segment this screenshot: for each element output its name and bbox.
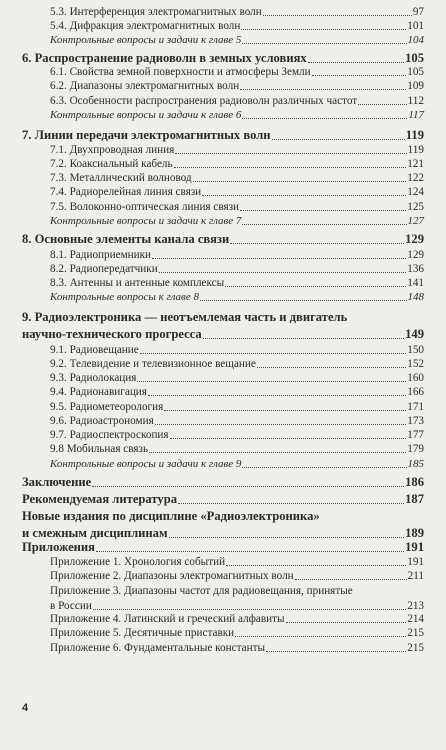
toc-entry-title: 8. Основные элементы канала связи	[22, 232, 230, 246]
toc-entry-title: Контрольные вопросы и задачи к главе 6	[50, 109, 242, 121]
dot-leader	[92, 486, 404, 487]
dot-leader	[149, 452, 406, 453]
toc-entry-title: Приложение 4. Латинский и греческий алфавиты	[50, 613, 285, 625]
toc-entry-title: Контрольные вопросы и задачи к главе 5	[50, 34, 242, 46]
toc-entry-page: 173	[407, 415, 424, 427]
dot-leader	[170, 438, 407, 439]
toc-entry-title: Приложение 3. Диапазоны частот для радиовещания, принятые	[50, 585, 353, 597]
toc-entry-title: 9.5. Радиометеорология	[50, 401, 164, 413]
dot-leader	[178, 503, 404, 504]
toc-entry-title: 9.1. Радиовещание	[50, 344, 139, 356]
toc-entry-page: 160	[407, 372, 424, 384]
toc-entry-page: 187	[405, 492, 424, 506]
toc-entry-title: 9.8 Мобильная связь	[50, 443, 149, 455]
toc-entry-page: 191	[407, 556, 424, 568]
toc-entry-title: 7.5. Волоконно-оптическая линия связи	[50, 201, 240, 213]
toc-entry-page: 148	[407, 291, 424, 303]
toc-entry-page: 177	[407, 429, 424, 441]
toc-entry-title: 9.4. Радионавигация	[50, 386, 147, 398]
toc-entry-title: 5.4. Дифракция электромагнитных волн	[50, 20, 241, 32]
toc-entry-title: 9. Радиоэлектроника — неотъемлемая часть и двигатель	[22, 310, 348, 324]
dot-leader	[242, 467, 406, 468]
toc-entry-title: 7.3. Металлический волновод	[50, 172, 192, 184]
toc-entry-title: 6.2. Диапазоны электромагнитных волн	[50, 80, 240, 92]
toc-entry-page: 109	[407, 80, 424, 92]
toc-entry-title: 9.7. Радиоспектроскопия	[50, 429, 169, 441]
toc-entry-page: 191	[405, 540, 424, 554]
dot-leader	[96, 551, 404, 552]
dot-leader	[272, 139, 405, 140]
toc-entry-title: Приложение 1. Хронология событий	[50, 556, 226, 568]
toc-entry-title: 6.3. Особенности распространения радиоволн различных частот	[50, 95, 358, 107]
toc-entry-page: 214	[407, 613, 424, 625]
dot-leader	[225, 286, 406, 287]
toc-entry-page: 122	[407, 172, 424, 184]
dot-leader	[175, 153, 406, 154]
toc-entry-page: 124	[407, 186, 424, 198]
dot-leader	[242, 43, 406, 44]
toc-entry-title: Приложение 2. Диапазоны электромагнитных волн	[50, 570, 294, 582]
dot-leader	[202, 195, 406, 196]
dot-leader	[159, 272, 407, 273]
toc-entry-title: 5.3. Интерференция электромагнитных волн	[50, 6, 262, 18]
toc-entry-page: 105	[407, 66, 424, 78]
dot-leader	[263, 15, 412, 16]
toc-entry-page: 119	[407, 144, 424, 156]
dot-leader	[169, 537, 405, 538]
toc-entry-page: 129	[407, 249, 424, 261]
toc-entry-title: 7.4. Радиорелейная линия связи	[50, 186, 202, 198]
toc-entry-page: 112	[407, 95, 424, 107]
toc-entry-title: Рекомендуемая литература	[22, 492, 177, 506]
dot-leader	[164, 410, 406, 411]
toc-entry-title: 9.2. Телевидение и телевизионное вещание	[50, 358, 256, 370]
toc-entry-page: 213	[407, 599, 424, 612]
toc-entry-page: 215	[407, 627, 424, 639]
toc-entry-title: в России	[50, 599, 92, 612]
toc-entry-page: 215	[407, 642, 424, 654]
dot-leader	[240, 89, 406, 90]
dot-leader	[242, 224, 406, 225]
toc-entry-title: Новые издания по дисциплине «Радиоэлектроника»	[22, 509, 320, 523]
dot-leader	[312, 75, 407, 76]
toc-entry-title: 7.2. Коаксиальный кабель	[50, 158, 173, 170]
toc-entry-title: Контрольные вопросы и задачи к главе 7	[50, 215, 242, 227]
toc-entry-title: научно-технического прогресса	[22, 327, 202, 341]
toc-entry-title: Приложение 5. Десятичные приставки	[50, 627, 235, 639]
toc-entry-page: 121	[407, 158, 424, 170]
toc-entry-title: Заключение	[22, 475, 92, 489]
dot-leader	[174, 167, 407, 168]
dot-leader	[155, 424, 406, 425]
dot-leader	[193, 181, 407, 182]
dot-leader	[242, 118, 407, 119]
dot-leader	[241, 29, 406, 30]
dot-leader	[226, 565, 406, 566]
toc-entry-page: 189	[405, 526, 424, 540]
toc-entry-title: 9.6. Радиоастрономия	[50, 415, 154, 427]
dot-leader	[358, 104, 406, 105]
toc-entry-page: 185	[407, 458, 424, 470]
toc-entry-page: 186	[405, 475, 424, 489]
dot-leader	[230, 243, 404, 244]
dot-leader	[257, 367, 406, 368]
toc-entry-title: 8.3. Антенны и антенные комплексы	[50, 277, 225, 289]
toc-entry-page: 211	[407, 570, 424, 582]
toc-entry-page: 129	[405, 232, 424, 246]
page-number: 4	[22, 702, 29, 714]
toc-entry-page: 171	[407, 401, 424, 413]
toc-entry-page: 141	[407, 277, 424, 289]
toc-entry-title: 7. Линии передачи электромагнитных волн	[22, 128, 271, 142]
toc-entry-title: 8.1. Радиоприемники	[50, 249, 152, 261]
toc-entry-page: 152	[407, 358, 424, 370]
toc-entry-title: 6. Распространение радиоволн в земных условиях	[22, 51, 307, 65]
toc-entry-page: 166	[407, 386, 424, 398]
toc-entry-title: Приложение 6. Фундаментальные константы	[50, 642, 265, 654]
dot-leader	[235, 636, 406, 637]
dot-leader	[140, 353, 406, 354]
dot-leader	[286, 622, 407, 623]
dot-leader	[200, 300, 407, 301]
toc-entry-page: 105	[405, 51, 424, 65]
dot-leader	[266, 651, 406, 652]
toc-entry-title: Приложения	[22, 540, 95, 554]
toc-entry-page: 101	[407, 20, 424, 32]
toc-entry-title: 9.3. Радиолокация	[50, 372, 137, 384]
dot-leader	[308, 62, 404, 63]
toc-entry-page: 117	[408, 109, 424, 121]
toc-entry-page: 149	[405, 327, 424, 341]
toc-entry-title: 6.1. Свойства земной поверхности и атмосферы Земли	[50, 66, 311, 78]
toc-entry-page: 136	[407, 263, 424, 275]
toc-entry-page: 150	[407, 344, 424, 356]
toc-entry-page: 119	[405, 128, 424, 142]
dot-leader	[152, 258, 406, 259]
toc-entry-page: 97	[412, 6, 424, 18]
toc-entry-title: и смежным дисциплинам	[22, 526, 168, 540]
dot-leader	[240, 210, 406, 211]
toc-entry-title: 8.2. Радиопередатчики	[50, 263, 158, 275]
dot-leader	[137, 381, 406, 382]
toc-entry-title: 7.1. Двухпроводная линия	[50, 144, 175, 156]
toc-entry-page: 127	[407, 215, 424, 227]
toc-entry-title: Контрольные вопросы к главе 8	[50, 291, 199, 303]
dot-leader	[295, 579, 407, 580]
dot-leader	[93, 609, 406, 610]
dot-leader	[148, 395, 406, 396]
toc-entry-title: Контрольные вопросы и задачи к главе 9	[50, 458, 242, 470]
toc-entry-page: 125	[407, 201, 424, 213]
toc-entry-page: 179	[407, 443, 424, 455]
toc-entry-page: 104	[407, 34, 424, 46]
dot-leader	[203, 338, 404, 339]
